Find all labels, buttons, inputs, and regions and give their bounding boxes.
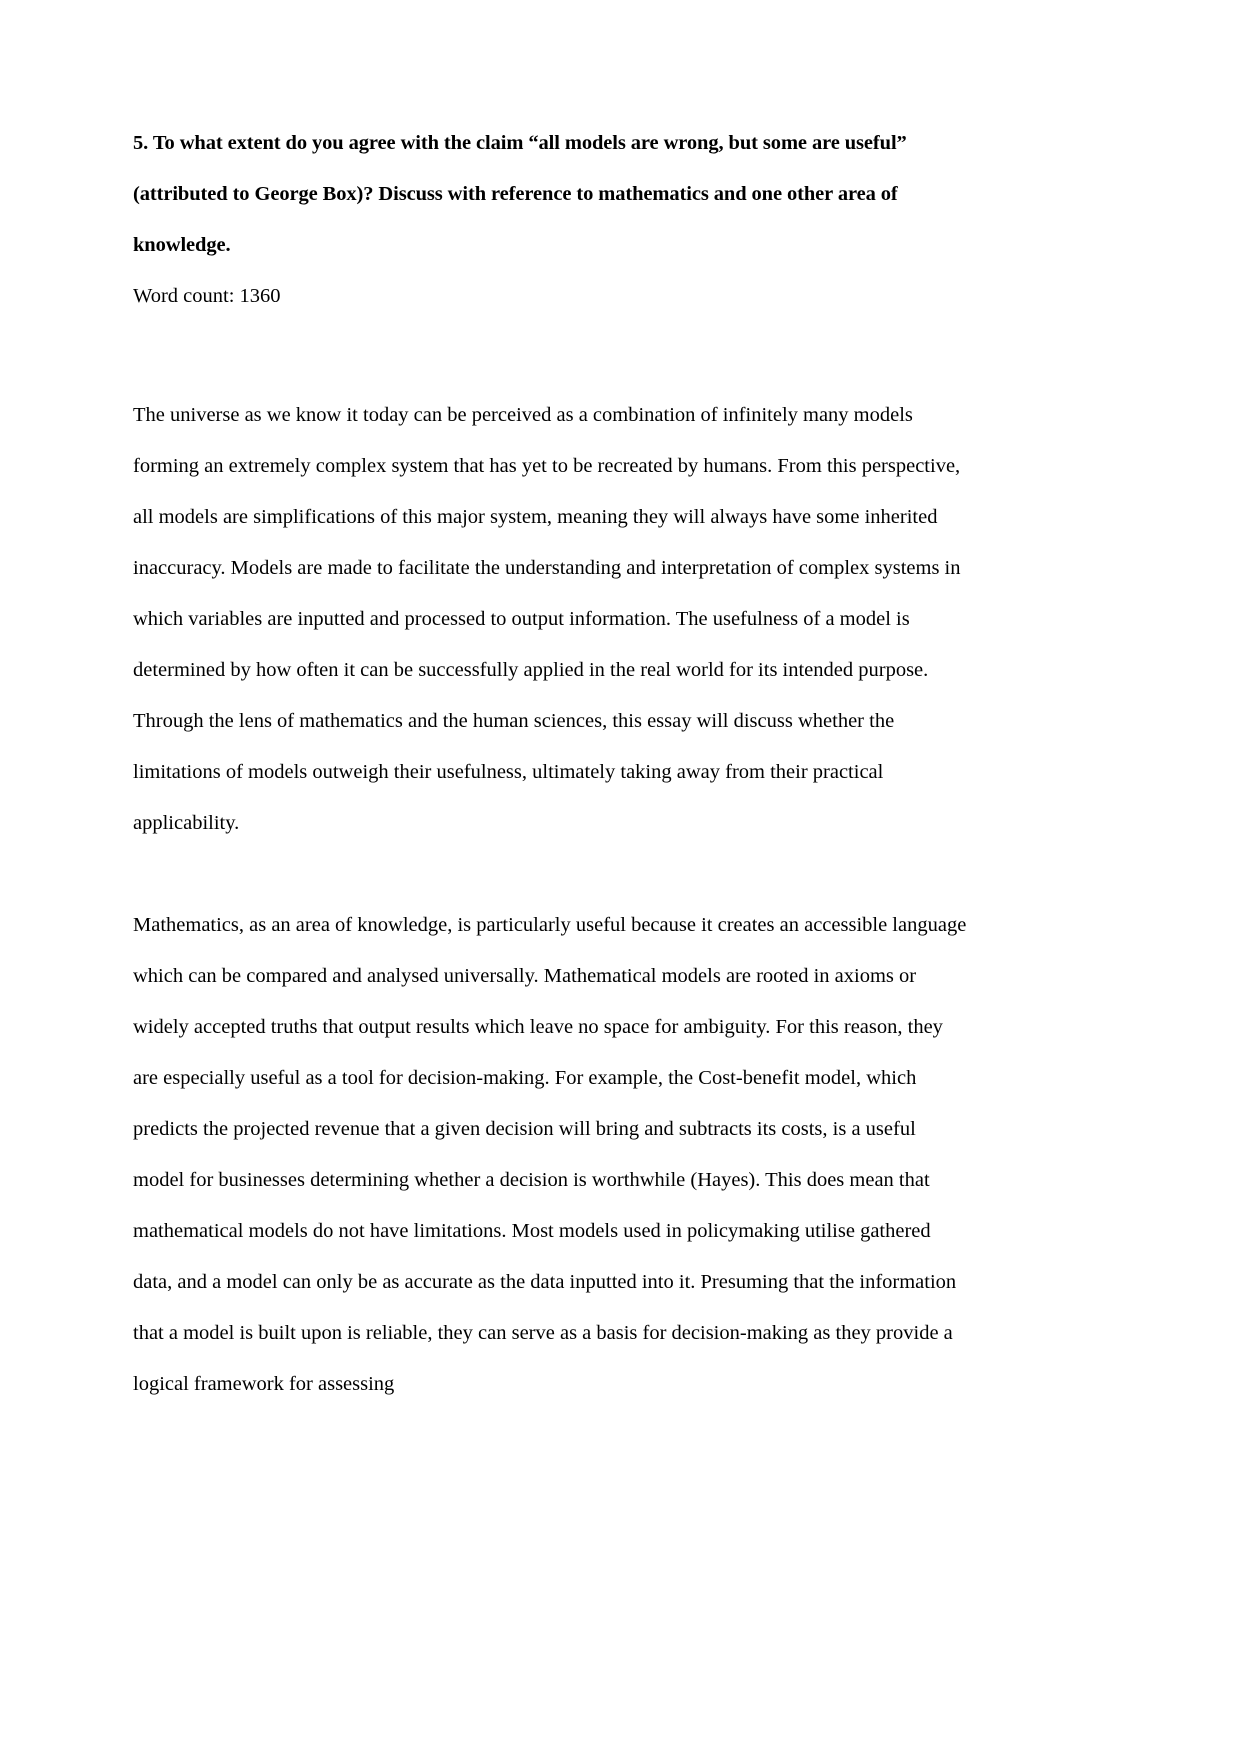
- title-body-spacer: [133, 322, 969, 390]
- body-paragraph-1: The universe as we know it today can be perceived as a combination of infinitely many models forming an extremely complex system that has yet to be recreated by humans. From this perspective, all models are simplifications of this major system, meaning they will always have some inherited inaccuracy. Models are made to facilitate the understanding and interpretation of complex systems in which variables are inputted and processed to output information. The usefulness of a model is determined by how often it can be successfully applied in the real world for its intended purpose. Through the lens of mathematics and the human sciences, this essay will discuss whether the limitations of models outweigh their usefulness, ultimately taking away from their practical applicability.: [133, 404, 966, 834]
- essay-title: 5. To what extent do you agree with the claim “all models are wrong, but some are useful” (attributed to George Box)? Discuss with reference to mathematics and one other area of knowledge.: [133, 132, 907, 256]
- body-paragraph-2: Mathematics, as an area of knowledge, is particularly useful because it creates an accessible language which can be compared and analysed universally. Mathematical models are rooted in axioms or widely accepted truths that output results which leave no space for ambiguity. For this reason, they are especially useful as a tool for decision-making. For example, the Cost-benefit model, which predicts the projected revenue that a given decision will bring and subtracts its costs, is a useful model for businesses determining whether a decision is worthwhile (Hayes). This does mean that mathematical models do not have limitations. Most models used in policymaking utilise gathered data, and a model can only be as accurate as the data inputted into it. Presuming that the information that a model is built upon is reliable, they can serve as a basis for decision-making as they provide a logical framework for assessing: [133, 914, 972, 1395]
- document-body: [133, 118, 972, 1410]
- word-count-line: Word count: 1360: [133, 285, 281, 307]
- paragraph-gap: [133, 849, 969, 900]
